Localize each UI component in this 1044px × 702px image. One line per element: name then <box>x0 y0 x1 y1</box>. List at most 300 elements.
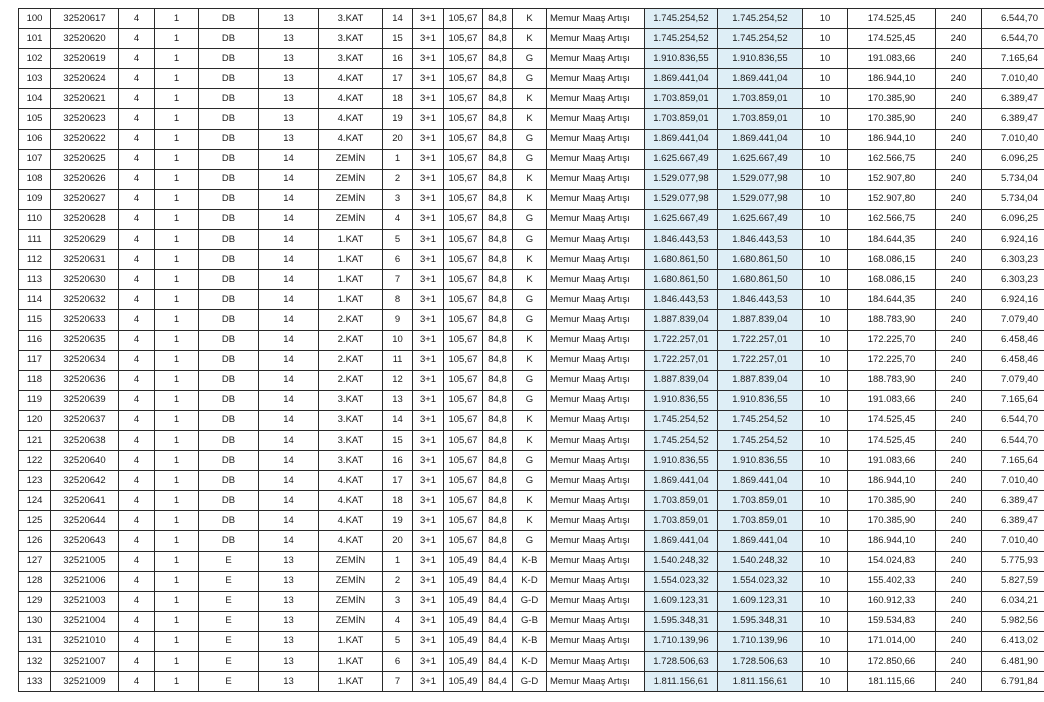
row-number-cell: 129 <box>19 591 51 611</box>
block-cell: E <box>199 551 259 571</box>
room-type-cell: 3+1 <box>413 390 444 410</box>
block-group-cell: 1 <box>155 129 199 149</box>
total-price-cell: 1.869.441,04 <box>718 69 803 89</box>
room-type-cell: 3+1 <box>413 89 444 109</box>
row-number-cell: 132 <box>19 652 51 672</box>
room-type-cell: 3+1 <box>413 591 444 611</box>
floor-cell: 1.KAT <box>319 672 383 692</box>
block-cell: DB <box>199 129 259 149</box>
facade-cell: G <box>513 49 547 69</box>
gross-area-cell: 105,67 <box>444 430 483 450</box>
down-payment-cell: 160.912,33 <box>848 591 936 611</box>
down-payment-percent-cell: 10 <box>803 430 848 450</box>
row-number-cell: 125 <box>19 511 51 531</box>
installment-count-cell: 240 <box>936 631 982 651</box>
payment-plan-cell: Memur Maaş Artışı <box>547 491 645 511</box>
room-type-cell: 3+1 <box>413 270 444 290</box>
apartment-number-cell: 6 <box>383 250 413 270</box>
row-number-cell: 113 <box>19 270 51 290</box>
building-cell: 13 <box>259 672 319 692</box>
table-row <box>19 290 1044 310</box>
gross-area-cell: 105,67 <box>444 310 483 330</box>
installment-amount-cell: 6.481,90 <box>982 652 1044 672</box>
payment-plan-cell: Memur Maaş Artışı <box>547 410 645 430</box>
gross-area-cell: 105,67 <box>444 230 483 250</box>
stage-cell: 4 <box>119 451 155 471</box>
row-number-cell: 122 <box>19 451 51 471</box>
gross-area-cell: 105,49 <box>444 652 483 672</box>
table-row <box>19 330 1044 350</box>
floor-cell: 3.KAT <box>319 29 383 49</box>
block-group-cell: 1 <box>155 451 199 471</box>
building-cell: 14 <box>259 511 319 531</box>
total-price-cell: 1.745.254,52 <box>718 9 803 29</box>
block-group-cell: 1 <box>155 491 199 511</box>
block-group-cell: 1 <box>155 672 199 692</box>
block-cell: DB <box>199 49 259 69</box>
unit-code-cell: 32520626 <box>51 169 119 189</box>
down-payment-cell: 170.385,90 <box>848 109 936 129</box>
gross-area-cell: 105,67 <box>444 350 483 370</box>
apartment-number-cell: 18 <box>383 491 413 511</box>
block-group-cell: 1 <box>155 89 199 109</box>
row-number-cell: 104 <box>19 89 51 109</box>
net-area-cell: 84,8 <box>483 310 513 330</box>
facade-cell: K-B <box>513 631 547 651</box>
down-payment-cell: 191.083,66 <box>848 49 936 69</box>
sale-price-cell: 1.745.254,52 <box>645 410 718 430</box>
down-payment-percent-cell: 10 <box>803 591 848 611</box>
down-payment-percent-cell: 10 <box>803 672 848 692</box>
room-type-cell: 3+1 <box>413 29 444 49</box>
floor-cell: 4.KAT <box>319 491 383 511</box>
building-cell: 14 <box>259 250 319 270</box>
block-group-cell: 1 <box>155 109 199 129</box>
down-payment-percent-cell: 10 <box>803 611 848 631</box>
net-area-cell: 84,8 <box>483 370 513 390</box>
unit-code-cell: 32520619 <box>51 49 119 69</box>
installment-count-cell: 240 <box>936 250 982 270</box>
apartment-number-cell: 5 <box>383 230 413 250</box>
installment-count-cell: 240 <box>936 390 982 410</box>
total-price-cell: 1.710.139,96 <box>718 631 803 651</box>
payment-plan-cell: Memur Maaş Artışı <box>547 350 645 370</box>
block-cell: DB <box>199 290 259 310</box>
down-payment-cell: 172.225,70 <box>848 330 936 350</box>
installment-count-cell: 240 <box>936 551 982 571</box>
down-payment-cell: 171.014,00 <box>848 631 936 651</box>
total-price-cell: 1.540.248,32 <box>718 551 803 571</box>
down-payment-percent-cell: 10 <box>803 551 848 571</box>
sale-price-cell: 1.745.254,52 <box>645 9 718 29</box>
block-cell: DB <box>199 270 259 290</box>
table-row <box>19 109 1044 129</box>
stage-cell: 4 <box>119 390 155 410</box>
total-price-cell: 1.703.859,01 <box>718 89 803 109</box>
apartment-number-cell: 16 <box>383 451 413 471</box>
gross-area-cell: 105,49 <box>444 672 483 692</box>
building-cell: 14 <box>259 471 319 491</box>
down-payment-percent-cell: 10 <box>803 49 848 69</box>
payment-plan-cell: Memur Maaş Artışı <box>547 49 645 69</box>
floor-cell: 2.KAT <box>319 370 383 390</box>
down-payment-cell: 159.534,83 <box>848 611 936 631</box>
floor-cell: 4.KAT <box>319 69 383 89</box>
block-group-cell: 1 <box>155 250 199 270</box>
net-area-cell: 84,8 <box>483 230 513 250</box>
apartment-number-cell: 5 <box>383 631 413 651</box>
unit-code-cell: 32521007 <box>51 652 119 672</box>
block-group-cell: 1 <box>155 29 199 49</box>
floor-cell: 3.KAT <box>319 410 383 430</box>
installment-count-cell: 240 <box>936 129 982 149</box>
sale-price-cell: 1.745.254,52 <box>645 430 718 450</box>
down-payment-percent-cell: 10 <box>803 169 848 189</box>
row-number-cell: 117 <box>19 350 51 370</box>
down-payment-percent-cell: 10 <box>803 290 848 310</box>
stage-cell: 4 <box>119 410 155 430</box>
net-area-cell: 84,8 <box>483 69 513 89</box>
payment-plan-cell: Memur Maaş Artışı <box>547 29 645 49</box>
installment-count-cell: 240 <box>936 491 982 511</box>
table-row <box>19 350 1044 370</box>
building-cell: 13 <box>259 551 319 571</box>
sale-price-cell: 1.745.254,52 <box>645 29 718 49</box>
apartment-number-cell: 17 <box>383 69 413 89</box>
down-payment-cell: 186.944,10 <box>848 531 936 551</box>
down-payment-percent-cell: 10 <box>803 531 848 551</box>
down-payment-percent-cell: 10 <box>803 571 848 591</box>
table-row <box>19 169 1044 189</box>
down-payment-cell: 174.525,45 <box>848 430 936 450</box>
facade-cell: G <box>513 129 547 149</box>
net-area-cell: 84,8 <box>483 451 513 471</box>
block-cell: DB <box>199 310 259 330</box>
room-type-cell: 3+1 <box>413 310 444 330</box>
down-payment-percent-cell: 10 <box>803 69 848 89</box>
payment-plan-cell: Memur Maaş Artışı <box>547 531 645 551</box>
floor-cell: 4.KAT <box>319 471 383 491</box>
floor-cell: ZEMİN <box>319 551 383 571</box>
sale-price-cell: 1.529.077,98 <box>645 189 718 209</box>
total-price-cell: 1.625.667,49 <box>718 149 803 169</box>
installment-count-cell: 240 <box>936 169 982 189</box>
total-price-cell: 1.869.441,04 <box>718 129 803 149</box>
total-price-cell: 1.529.077,98 <box>718 169 803 189</box>
block-cell: DB <box>199 350 259 370</box>
down-payment-cell: 186.944,10 <box>848 129 936 149</box>
payment-plan-cell: Memur Maaş Artışı <box>547 370 645 390</box>
unit-code-cell: 32520622 <box>51 129 119 149</box>
stage-cell: 4 <box>119 631 155 651</box>
block-cell: DB <box>199 370 259 390</box>
facade-cell: K-B <box>513 551 547 571</box>
block-cell: E <box>199 631 259 651</box>
installment-amount-cell: 7.010,40 <box>982 129 1044 149</box>
apartment-number-cell: 7 <box>383 270 413 290</box>
housing-price-table <box>18 8 1044 692</box>
block-cell: E <box>199 591 259 611</box>
building-cell: 13 <box>259 631 319 651</box>
total-price-cell: 1.703.859,01 <box>718 491 803 511</box>
building-cell: 14 <box>259 430 319 450</box>
sale-price-cell: 1.728.506,63 <box>645 652 718 672</box>
down-payment-cell: 168.086,15 <box>848 250 936 270</box>
sale-price-cell: 1.869.441,04 <box>645 129 718 149</box>
net-area-cell: 84,8 <box>483 250 513 270</box>
down-payment-cell: 152.907,80 <box>848 189 936 209</box>
payment-plan-cell: Memur Maaş Artışı <box>547 189 645 209</box>
block-cell: E <box>199 571 259 591</box>
apartment-number-cell: 19 <box>383 511 413 531</box>
payment-plan-cell: Memur Maaş Artışı <box>547 330 645 350</box>
net-area-cell: 84,8 <box>483 511 513 531</box>
facade-cell: K-D <box>513 571 547 591</box>
sale-price-cell: 1.625.667,49 <box>645 209 718 229</box>
gross-area-cell: 105,67 <box>444 290 483 310</box>
sale-price-cell: 1.869.441,04 <box>645 531 718 551</box>
table-row <box>19 471 1044 491</box>
unit-code-cell: 32520632 <box>51 290 119 310</box>
installment-count-cell: 240 <box>936 350 982 370</box>
block-cell: DB <box>199 390 259 410</box>
apartment-number-cell: 18 <box>383 89 413 109</box>
installment-amount-cell: 7.079,40 <box>982 310 1044 330</box>
apartment-number-cell: 14 <box>383 410 413 430</box>
apartment-number-cell: 15 <box>383 29 413 49</box>
installment-amount-cell: 5.775,93 <box>982 551 1044 571</box>
gross-area-cell: 105,67 <box>444 531 483 551</box>
total-price-cell: 1.811.156,61 <box>718 672 803 692</box>
block-cell: DB <box>199 451 259 471</box>
total-price-cell: 1.728.506,63 <box>718 652 803 672</box>
floor-cell: 4.KAT <box>319 129 383 149</box>
facade-cell: G <box>513 531 547 551</box>
facade-cell: K <box>513 189 547 209</box>
block-cell: DB <box>199 531 259 551</box>
gross-area-cell: 105,67 <box>444 189 483 209</box>
unit-code-cell: 32521006 <box>51 571 119 591</box>
facade-cell: G-B <box>513 611 547 631</box>
building-cell: 13 <box>259 29 319 49</box>
room-type-cell: 3+1 <box>413 631 444 651</box>
floor-cell: ZEMİN <box>319 189 383 209</box>
building-cell: 13 <box>259 129 319 149</box>
building-cell: 13 <box>259 109 319 129</box>
room-type-cell: 3+1 <box>413 531 444 551</box>
down-payment-percent-cell: 10 <box>803 230 848 250</box>
row-number-cell: 128 <box>19 571 51 591</box>
building-cell: 14 <box>259 230 319 250</box>
down-payment-cell: 184.644,35 <box>848 290 936 310</box>
total-price-cell: 1.722.257,01 <box>718 350 803 370</box>
net-area-cell: 84,8 <box>483 89 513 109</box>
unit-code-cell: 32520621 <box>51 89 119 109</box>
block-group-cell: 1 <box>155 390 199 410</box>
block-group-cell: 1 <box>155 169 199 189</box>
building-cell: 14 <box>259 290 319 310</box>
gross-area-cell: 105,67 <box>444 491 483 511</box>
facade-cell: K <box>513 410 547 430</box>
room-type-cell: 3+1 <box>413 511 444 531</box>
unit-code-cell: 32520617 <box>51 9 119 29</box>
installment-amount-cell: 6.458,46 <box>982 350 1044 370</box>
stage-cell: 4 <box>119 9 155 29</box>
block-group-cell: 1 <box>155 430 199 450</box>
building-cell: 14 <box>259 310 319 330</box>
unit-code-cell: 32520625 <box>51 149 119 169</box>
room-type-cell: 3+1 <box>413 49 444 69</box>
apartment-number-cell: 2 <box>383 571 413 591</box>
gross-area-cell: 105,67 <box>444 511 483 531</box>
block-cell: DB <box>199 169 259 189</box>
installment-count-cell: 240 <box>936 29 982 49</box>
installment-amount-cell: 7.165,64 <box>982 390 1044 410</box>
stage-cell: 4 <box>119 511 155 531</box>
floor-cell: 3.KAT <box>319 451 383 471</box>
gross-area-cell: 105,67 <box>444 49 483 69</box>
total-price-cell: 1.869.441,04 <box>718 531 803 551</box>
room-type-cell: 3+1 <box>413 250 444 270</box>
installment-count-cell: 240 <box>936 531 982 551</box>
stage-cell: 4 <box>119 611 155 631</box>
payment-plan-cell: Memur Maaş Artışı <box>547 209 645 229</box>
total-price-cell: 1.869.441,04 <box>718 471 803 491</box>
table-row <box>19 390 1044 410</box>
room-type-cell: 3+1 <box>413 451 444 471</box>
down-payment-cell: 186.944,10 <box>848 471 936 491</box>
block-group-cell: 1 <box>155 230 199 250</box>
stage-cell: 4 <box>119 571 155 591</box>
sale-price-cell: 1.869.441,04 <box>645 69 718 89</box>
row-number-cell: 110 <box>19 209 51 229</box>
unit-code-cell: 32520635 <box>51 330 119 350</box>
installment-amount-cell: 6.034,21 <box>982 591 1044 611</box>
room-type-cell: 3+1 <box>413 9 444 29</box>
row-number-cell: 100 <box>19 9 51 29</box>
building-cell: 14 <box>259 370 319 390</box>
table-row <box>19 611 1044 631</box>
apartment-number-cell: 20 <box>383 531 413 551</box>
installment-count-cell: 240 <box>936 69 982 89</box>
sale-price-cell: 1.529.077,98 <box>645 169 718 189</box>
unit-code-cell: 32520624 <box>51 69 119 89</box>
unit-code-cell: 32520633 <box>51 310 119 330</box>
down-payment-cell: 172.225,70 <box>848 350 936 370</box>
apartment-number-cell: 13 <box>383 390 413 410</box>
gross-area-cell: 105,67 <box>444 109 483 129</box>
gross-area-cell: 105,49 <box>444 551 483 571</box>
unit-code-cell: 32520623 <box>51 109 119 129</box>
table-row <box>19 491 1044 511</box>
sale-price-cell: 1.887.839,04 <box>645 370 718 390</box>
building-cell: 14 <box>259 330 319 350</box>
row-number-cell: 126 <box>19 531 51 551</box>
building-cell: 14 <box>259 491 319 511</box>
payment-plan-cell: Memur Maaş Artışı <box>547 290 645 310</box>
unit-code-cell: 32520638 <box>51 430 119 450</box>
facade-cell: G <box>513 370 547 390</box>
net-area-cell: 84,8 <box>483 149 513 169</box>
installment-amount-cell: 7.079,40 <box>982 370 1044 390</box>
down-payment-percent-cell: 10 <box>803 471 848 491</box>
row-number-cell: 105 <box>19 109 51 129</box>
unit-code-cell: 32521010 <box>51 631 119 651</box>
room-type-cell: 3+1 <box>413 551 444 571</box>
down-payment-percent-cell: 10 <box>803 189 848 209</box>
installment-count-cell: 240 <box>936 410 982 430</box>
stage-cell: 4 <box>119 209 155 229</box>
net-area-cell: 84,4 <box>483 591 513 611</box>
gross-area-cell: 105,67 <box>444 471 483 491</box>
apartment-number-cell: 9 <box>383 310 413 330</box>
block-cell: E <box>199 652 259 672</box>
room-type-cell: 3+1 <box>413 410 444 430</box>
block-group-cell: 1 <box>155 49 199 69</box>
unit-code-cell: 32520640 <box>51 451 119 471</box>
unit-code-cell: 32520641 <box>51 491 119 511</box>
stage-cell: 4 <box>119 330 155 350</box>
table-row <box>19 511 1044 531</box>
facade-cell: G-D <box>513 591 547 611</box>
building-cell: 13 <box>259 89 319 109</box>
gross-area-cell: 105,67 <box>444 410 483 430</box>
down-payment-percent-cell: 10 <box>803 330 848 350</box>
sale-price-cell: 1.680.861,50 <box>645 250 718 270</box>
table-row <box>19 531 1044 551</box>
facade-cell: K <box>513 330 547 350</box>
table-row <box>19 49 1044 69</box>
facade-cell: G <box>513 290 547 310</box>
block-group-cell: 1 <box>155 270 199 290</box>
gross-area-cell: 105,67 <box>444 209 483 229</box>
sale-price-cell: 1.910.836,55 <box>645 451 718 471</box>
installment-amount-cell: 7.010,40 <box>982 531 1044 551</box>
down-payment-cell: 191.083,66 <box>848 451 936 471</box>
installment-count-cell: 240 <box>936 230 982 250</box>
floor-cell: ZEMİN <box>319 591 383 611</box>
net-area-cell: 84,8 <box>483 390 513 410</box>
installment-count-cell: 240 <box>936 471 982 491</box>
floor-cell: ZEMİN <box>319 169 383 189</box>
room-type-cell: 3+1 <box>413 330 444 350</box>
sale-price-cell: 1.703.859,01 <box>645 511 718 531</box>
stage-cell: 4 <box>119 551 155 571</box>
unit-code-cell: 32520643 <box>51 531 119 551</box>
down-payment-cell: 152.907,80 <box>848 169 936 189</box>
table-row <box>19 129 1044 149</box>
table-row <box>19 89 1044 109</box>
total-price-cell: 1.595.348,31 <box>718 611 803 631</box>
unit-code-cell: 32520644 <box>51 511 119 531</box>
block-group-cell: 1 <box>155 9 199 29</box>
installment-amount-cell: 6.458,46 <box>982 330 1044 350</box>
unit-code-cell: 32520636 <box>51 370 119 390</box>
down-payment-cell: 181.115,66 <box>848 672 936 692</box>
stage-cell: 4 <box>119 270 155 290</box>
down-payment-cell: 154.024,83 <box>848 551 936 571</box>
down-payment-percent-cell: 10 <box>803 109 848 129</box>
installment-amount-cell: 6.544,70 <box>982 430 1044 450</box>
block-cell: DB <box>199 430 259 450</box>
sale-price-cell: 1.811.156,61 <box>645 672 718 692</box>
table-row <box>19 310 1044 330</box>
stage-cell: 4 <box>119 591 155 611</box>
total-price-cell: 1.745.254,52 <box>718 410 803 430</box>
block-group-cell: 1 <box>155 209 199 229</box>
row-number-cell: 118 <box>19 370 51 390</box>
apartment-number-cell: 3 <box>383 591 413 611</box>
